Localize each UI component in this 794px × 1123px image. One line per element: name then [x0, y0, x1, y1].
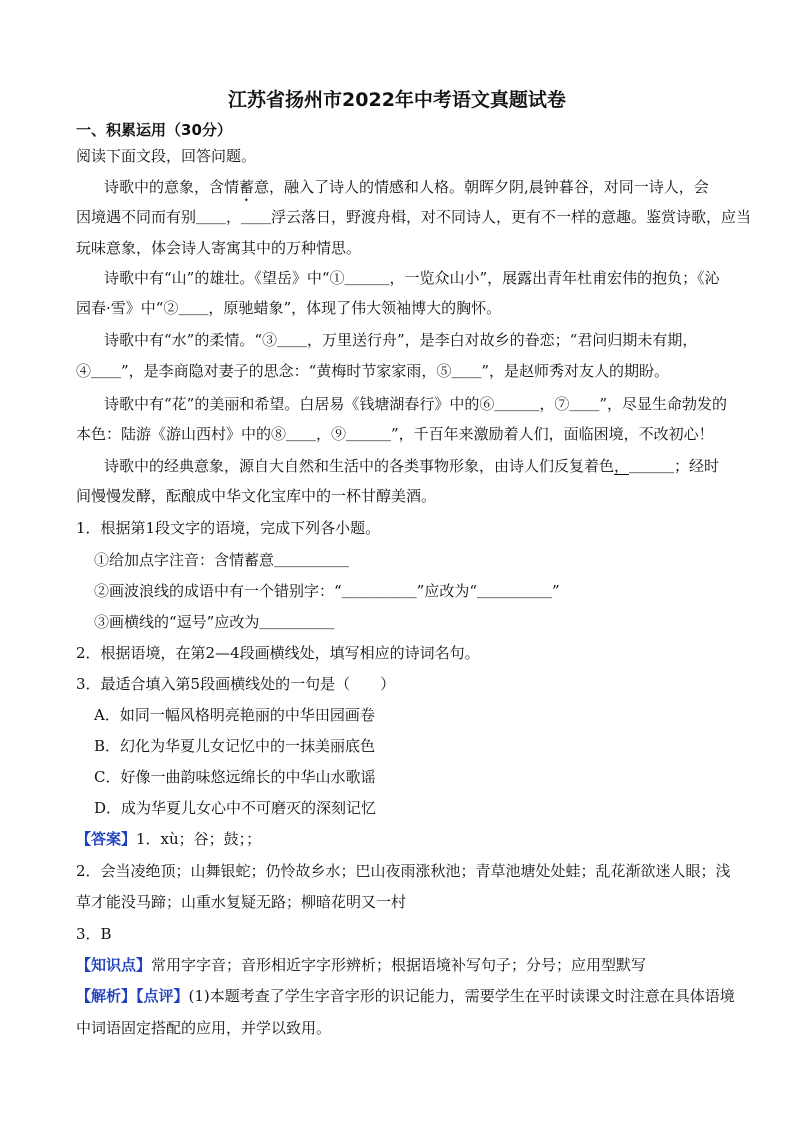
passage-p5-line2: 间慢慢发酵，酝酿成中华文化宝库中的一杯甘醇美酒。	[76, 487, 437, 505]
p1-text-cont: 浮云落日，野渡舟楫，对不同诗人，更有不一样的意趣。鉴赏诗歌，应当	[271, 208, 752, 226]
answer-line-4: 3．B	[76, 925, 112, 943]
p1-text-cont: 意，融入了诗人的情感和人格。朝晖夕阴,晨钟暮谷，对同一诗人，会	[254, 178, 709, 196]
p5-blank: ＿＿＿；经时	[629, 457, 720, 475]
passage-p1-line3: 玩味意象，体会诗人寄寓其中的万种情思。	[76, 239, 362, 257]
dotted-char: 蓄	[239, 178, 255, 196]
passage-p4-line1: 诗歌中有“花”的美丽和希望。白居易《钱塘湖春行》中的⑥＿＿＿，⑦＿＿”，尽显生命勃发的	[104, 395, 728, 413]
question-1-sub-2: ②画波浪线的成语中有一个错别字：“＿＿＿＿＿”应改为“＿＿＿＿＿”	[94, 582, 560, 600]
comment-tag: 【点评】	[136, 987, 189, 1005]
question-3: 3．最适合填入第5段画横线处的一句是（ ）	[76, 675, 396, 693]
answer-line-2: 2．会当凌绝顶；山舞银蛇；仍怜故乡水；巴山夜雨涨秋池；青草池塘处处蛙；乱花渐欲迷人眼；浅	[76, 862, 731, 880]
knowledge-tag: 【知识点】	[76, 956, 152, 974]
passage-p2-line1: 诗歌中有“山”的雄壮。《望岳》中“①＿＿＿，一览众山小”，展露出青年杜甫宏伟的抱负；《沁	[104, 269, 720, 287]
option-a: A．如同一幅风格明亮艳丽的中华田园画卷	[94, 706, 375, 724]
page-title: 江苏省扬州市2022年中考语文真题试卷	[228, 89, 566, 111]
passage-p5-line1	[104, 456, 754, 476]
p1-blank: ＿＿，＿＿	[196, 208, 272, 226]
option-c: C．好像一曲韵味悠远绵长的中华山水歌谣	[94, 768, 376, 786]
section-heading: 一、积累运用（30分）	[76, 121, 232, 139]
knowledge-line	[76, 955, 726, 975]
question-1: 1．根据第1段文字的语境，完成下列各小题。	[76, 519, 381, 537]
passage-p3-line1: 诗歌中有“水”的柔情。“③＿＿，万里送行舟”，是李白对故乡的眷恋；“君问归期未有期，	[104, 331, 698, 349]
analysis-text: (1)本题考查了学生字音字形的识记能力，需要学生在平时读课文时注意在具体语境	[188, 987, 735, 1005]
knowledge-text: 常用字字音；音形相近字字形辨析；根据语境补写句子；分号；应用型默写	[151, 956, 647, 974]
answer-line-3: 草才能没马蹄；山重水复疑无路；柳暗花明又一村	[76, 893, 407, 911]
underlined-comma: ，	[614, 457, 630, 475]
question-1-sub-3: ③画横线的“逗号”应改为＿＿＿＿＿	[94, 613, 335, 631]
passage-p2-line2: 园春·雪》中“②＿＿，原驰蜡象”，体现了伟大领袖博大的胸怀。	[76, 299, 502, 317]
option-b: B．幻化为华夏儿女记忆中的一抹美丽底色	[94, 737, 376, 755]
p1-text: 因境遇不同而有别	[76, 208, 197, 226]
option-d: D．成为华夏儿女心中不可磨灭的深刻记忆	[94, 799, 377, 817]
p1-text: 诗歌中的意象，含情	[104, 178, 240, 196]
passage-p1-line1	[104, 177, 754, 205]
analysis-line-1	[76, 986, 735, 1006]
answer-tag: 【答案】	[76, 830, 137, 848]
p5-text: 诗歌中的经典意象，源自大自然和生活中的各类事物形象，由诗人们反复着色	[104, 457, 615, 475]
passage-p1-line2	[76, 207, 752, 227]
passage-p4-line2: 本色：陆游《游山西村》中的⑧＿＿，⑨＿＿＿”，千百年来激励着人们，面临困境，不改初心！	[76, 425, 714, 443]
passage-p3-line2: ④＿＿”，是李商隐对妻子的思念：“黄梅时节家家雨，⑤＿＿”，是赵师秀对友人的期盼。	[76, 362, 670, 380]
analysis-tag: 【解析】	[76, 987, 137, 1005]
analysis-line-2: 中词语固定搭配的应用，并学以致用。	[76, 1019, 332, 1037]
question-2: 2．根据语境，在第2—4段画横线处，填写相应的诗词名句。	[76, 644, 480, 662]
question-1-sub-1: ①给加点字注音：含情蓄意＿＿＿＿＿	[94, 551, 350, 569]
instruction-text: 阅读下面文段，回答问题。	[76, 147, 257, 165]
answer-line-1	[76, 829, 726, 849]
answer-1: 1．xù；谷；鼓；；	[136, 830, 262, 848]
